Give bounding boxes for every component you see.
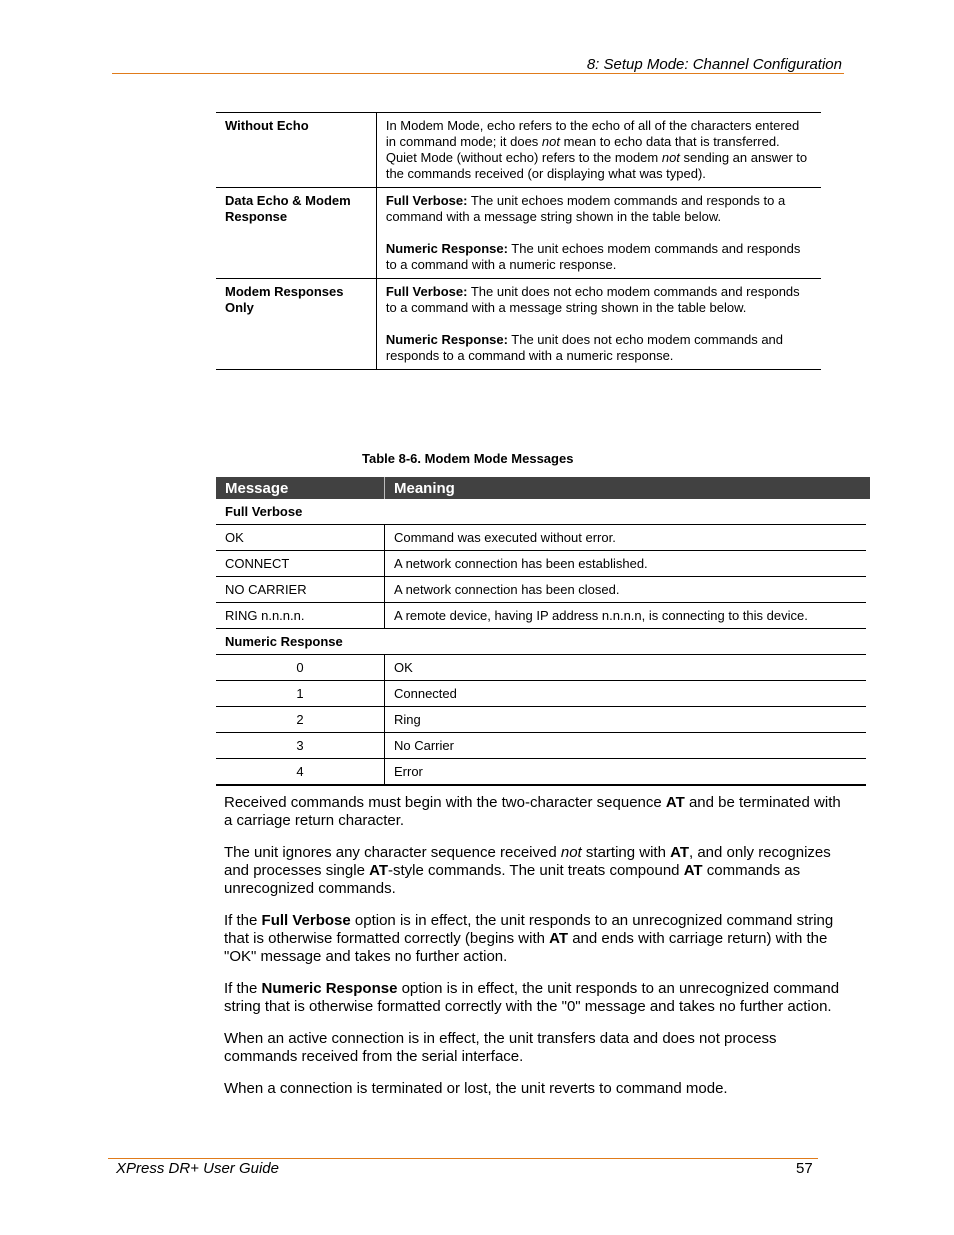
table-row bbox=[216, 707, 866, 733]
row-label: Modem Responses Only bbox=[216, 279, 376, 370]
column-header-message: Message bbox=[216, 477, 385, 499]
section-label-full-verbose: Full Verbose bbox=[216, 499, 866, 525]
meaning-cell: A network connection has been closed. bbox=[385, 577, 867, 603]
table-row bbox=[216, 733, 866, 759]
message-cell: 2 bbox=[216, 707, 385, 733]
paragraph: If the Numeric Response option is in effect, the unit responds to an unrecognized command string that is otherwise formatted correctly with the "0" message and takes no further action. bbox=[224, 980, 840, 1015]
table-row bbox=[216, 525, 866, 551]
message-cell: RING n.n.n.n. bbox=[216, 603, 385, 629]
body-text bbox=[224, 794, 844, 1112]
message-cell: NO CARRIER bbox=[216, 577, 385, 603]
page-header-title: 8: Setup Mode: Channel Configuration bbox=[586, 56, 842, 73]
table-row bbox=[216, 681, 866, 707]
row-description: In Modem Mode, echo refers to the echo of all of the characters entered in command mode; it does not mean to echo data that is transferred. Quiet Mode (without echo) refers to the modem not sending an answer to the commands received (or displaying what was typed). bbox=[385, 118, 808, 181]
meaning-cell: OK bbox=[385, 655, 867, 681]
table-header-row bbox=[216, 477, 866, 499]
message-cell: 0 bbox=[216, 655, 385, 681]
footer-guide-title: XPress DR+ User Guide bbox=[116, 1160, 279, 1177]
column-header-meaning: Meaning bbox=[385, 477, 867, 499]
message-cell: CONNECT bbox=[216, 551, 385, 577]
table-row bbox=[216, 603, 866, 629]
row-description: Full Verbose: The unit echoes modem commands and responds to a command with a message string shown in the table below. Numeric Response: The unit echoes modem commands and responds to a command with a numeric response. bbox=[385, 193, 801, 272]
message-cell: 1 bbox=[216, 681, 385, 707]
footer-rule bbox=[108, 1158, 818, 1159]
meaning-cell: No Carrier bbox=[385, 733, 867, 759]
meaning-cell: Connected bbox=[385, 681, 867, 707]
section-row bbox=[216, 629, 866, 655]
table-row bbox=[216, 551, 866, 577]
table-row bbox=[216, 759, 866, 786]
row-label: Without Echo bbox=[216, 113, 376, 188]
paragraph: When an active connection is in effect, the unit transfers data and does not process commands received from the serial interface. bbox=[224, 1030, 777, 1065]
message-cell: OK bbox=[216, 525, 385, 551]
row-description: Full Verbose: The unit does not echo modem commands and responds to a command with a message string shown in the table below. Numeric Response: The unit does not echo modem commands and responds to a command with a numeric response. bbox=[385, 284, 800, 363]
table-row bbox=[216, 113, 821, 188]
echo-options-table bbox=[216, 112, 821, 370]
page-number: 57 bbox=[796, 1160, 813, 1177]
meaning-cell: A network connection has been established. bbox=[385, 551, 867, 577]
section-label-numeric-response: Numeric Response bbox=[216, 629, 866, 655]
header-rule bbox=[112, 73, 844, 74]
meaning-cell: Command was executed without error. bbox=[385, 525, 867, 551]
paragraph: If the Full Verbose option is in effect, the unit responds to an unrecognized command string that is otherwise formatted correctly (begins with AT and ends with carriage return) with the "OK" message and takes no further action. bbox=[224, 912, 834, 965]
paragraph: Received commands must begin with the two-character sequence AT and be terminated with a carriage return character. bbox=[224, 794, 841, 829]
paragraph: When a connection is terminated or lost, the unit reverts to command mode. bbox=[224, 1080, 728, 1097]
section-row bbox=[216, 499, 866, 525]
row-label: Data Echo & Modem Response bbox=[216, 188, 376, 279]
table-row bbox=[216, 577, 866, 603]
paragraph: The unit ignores any character sequence received not starting with AT, and only recognizes and processes single AT-style commands. The unit treats compound AT commands as unrecognized commands. bbox=[224, 844, 831, 897]
table-row bbox=[216, 188, 821, 279]
meaning-cell: Error bbox=[385, 759, 867, 786]
meaning-cell: Ring bbox=[385, 707, 867, 733]
table-row bbox=[216, 655, 866, 681]
table-row bbox=[216, 279, 821, 370]
message-cell: 3 bbox=[216, 733, 385, 759]
meaning-cell: A remote device, having IP address n.n.n.n, is connecting to this device. bbox=[385, 603, 867, 629]
message-cell: 4 bbox=[216, 759, 385, 786]
modem-messages-table bbox=[216, 477, 870, 786]
table-caption: Table 8-6. Modem Mode Messages bbox=[362, 451, 574, 466]
